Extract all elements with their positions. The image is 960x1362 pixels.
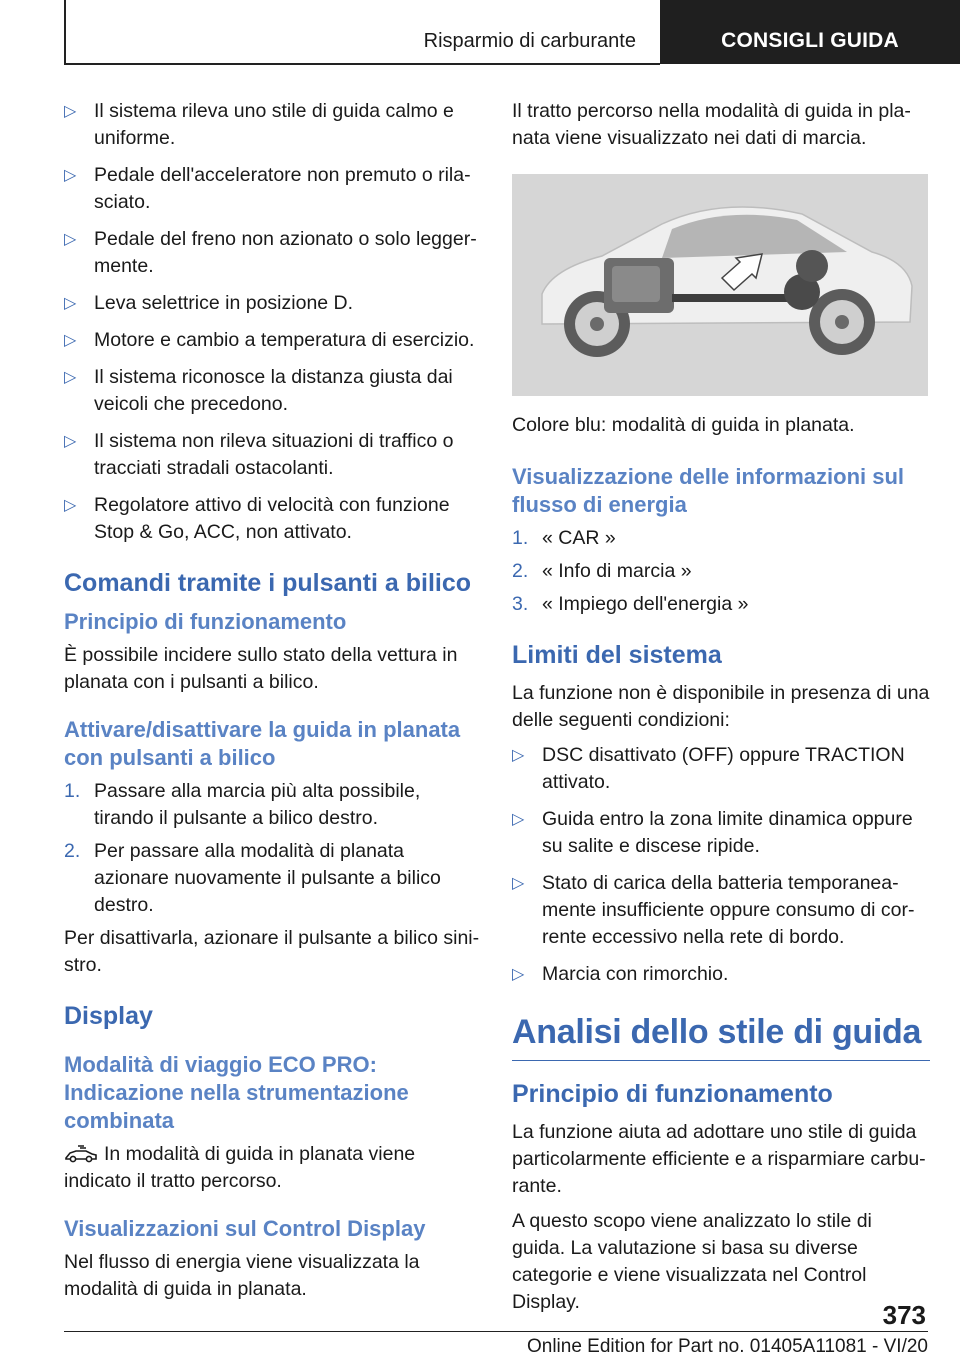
- bullet-item: ▷ Il sistema rileva uno stile di guida calmo e uniforme.: [64, 100, 454, 149]
- bullet-item: ▷ Il sistema non rileva situazioni di traffico o tracciati stradali ostacolanti.: [64, 430, 454, 479]
- heading-modalita: Modalità di viaggio ECO PRO: Indicazione nella strumentazione combinata: [64, 1052, 409, 1133]
- heading-principio-2: Principio di funzionamento: [512, 1080, 833, 1108]
- triangle-bullet-icon: ▷: [512, 875, 525, 892]
- triangle-bullet-icon: ▷: [64, 295, 77, 312]
- paragraph-principio: È possibile incidere sullo stato della vettura in planata con i pulsanti a bilico.: [64, 644, 458, 693]
- info-step-item: 1. « CAR »: [512, 527, 616, 549]
- triangle-bullet-icon: ▷: [64, 231, 77, 248]
- heading-comandi: Comandi tramite i pulsanti a bilico: [64, 569, 472, 597]
- right-column: [512, 98, 930, 1324]
- header-section-title: Risparmio di carburante: [423, 30, 636, 52]
- heading-display: Display: [64, 1002, 153, 1030]
- bullet-item: ▷ Marcia con rimorchio.: [512, 961, 930, 988]
- left-column: [64, 98, 482, 1311]
- paragraph-limiti: La funzione non è disponibile in presenza di una delle seguenti condizioni:: [512, 682, 930, 731]
- triangle-bullet-icon: ▷: [64, 369, 77, 386]
- triangle-bullet-icon: ▷: [64, 103, 77, 120]
- paragraph-analisi-1: La funzione aiuta ad adottare uno stile di guida particolarmente efficiente e a risparmiare carburante.: [512, 1121, 926, 1197]
- bullet-item: ▷ Stato di carica della batteria temporaneamente insufficiente oppure consumo di corrente eccessivo nella rete di bordo.: [512, 872, 915, 948]
- car-drivetrain-image: [512, 174, 928, 396]
- bullet-item: ▷ Leva selettrice in posizione D.: [64, 290, 482, 317]
- heading-analisi: Analisi dello stile di guida: [512, 1012, 930, 1061]
- heading-limiti: Limiti del sistema: [512, 641, 722, 669]
- paragraph-tratto: Il tratto percorso nella modalità di guida in planata viene visualizzato nei dati di marcia.: [512, 100, 911, 149]
- bullet-item: ▷ Regolatore attivo di velocità con funzione Stop & Go, ACC, non attivato.: [64, 494, 450, 543]
- bullet-item: ▷ DSC disattivato (OFF) oppure TRACTION attivato.: [512, 744, 905, 793]
- triangle-bullet-icon: ▷: [512, 811, 525, 828]
- triangle-bullet-icon: ▷: [512, 966, 525, 983]
- triangle-bullet-icon: ▷: [64, 433, 77, 450]
- paragraph-analisi-2: A questo scopo viene analizzato lo stile di guida. La valutazione si basa su diverse categorie e viene visualizzata nel Control Display.: [512, 1210, 872, 1313]
- heading-info: Visualizzazione delle informazioni sul flusso di energia: [512, 464, 905, 517]
- paragraph-visualizzazioni: Nel flusso di energia viene visualizzata la modalità di guida in planata.: [64, 1251, 420, 1300]
- triangle-bullet-icon: ▷: [64, 332, 77, 349]
- info-step-item: 2. « Info di marcia »: [512, 560, 692, 582]
- image-caption: Colore blu: modalità di guida in planata.: [512, 414, 855, 436]
- coasting-car-icon: [64, 1144, 98, 1164]
- bullet-item: ▷ Guida entro la zona limite dinamica oppure su salite e discese ripide.: [512, 808, 913, 857]
- step-item: 2. Per passare alla modalità di planata azionare nuovamente il pulsante a bilico destro.: [64, 840, 441, 916]
- footer-edition: Online Edition for Part no. 01405A11081 - VI/20: [526, 1336, 928, 1357]
- bullet-item: ▷ Pedale dell'acceleratore non premuto o rilasciato.: [64, 164, 471, 213]
- page-number: 373: [882, 1300, 926, 1330]
- bullet-item: ▷ Motore e cambio a temperatura di esercizio.: [64, 327, 482, 354]
- info-step-item: 3. « Impiego dell'energia »: [512, 593, 749, 615]
- bullet-item: ▷ Pedale del freno non azionato o solo leggermente.: [64, 228, 477, 277]
- paragraph-disattivarla: Per disattivarla, azionare il pulsante a bilico sinistro.: [64, 927, 480, 976]
- heading-visualizzazioni: Visualizzazioni sul Control Display: [64, 1216, 426, 1241]
- triangle-bullet-icon: ▷: [512, 747, 525, 764]
- heading-principio: Principio di funzionamento: [64, 609, 347, 634]
- footer-rule: [64, 1331, 928, 1332]
- paragraph-modalita: In modalità di guida in planata viene indicato il tratto percorso.: [64, 1143, 416, 1192]
- step-item: 1. Passare alla marcia più alta possibile, tirando il pulsante a bilico destro.: [64, 780, 421, 829]
- bullet-item: ▷ Il sistema riconosce la distanza giusta dai veicoli che precedono.: [64, 366, 453, 415]
- triangle-bullet-icon: ▷: [64, 167, 77, 184]
- heading-attivare: Attivare/disattivare la guida in planata con pulsanti a bilico: [64, 717, 461, 770]
- header-chapter-tab: CONSIGLI GUIDA: [660, 0, 960, 64]
- triangle-bullet-icon: ▷: [64, 497, 77, 514]
- car-drivetrain-illustration: [512, 174, 928, 396]
